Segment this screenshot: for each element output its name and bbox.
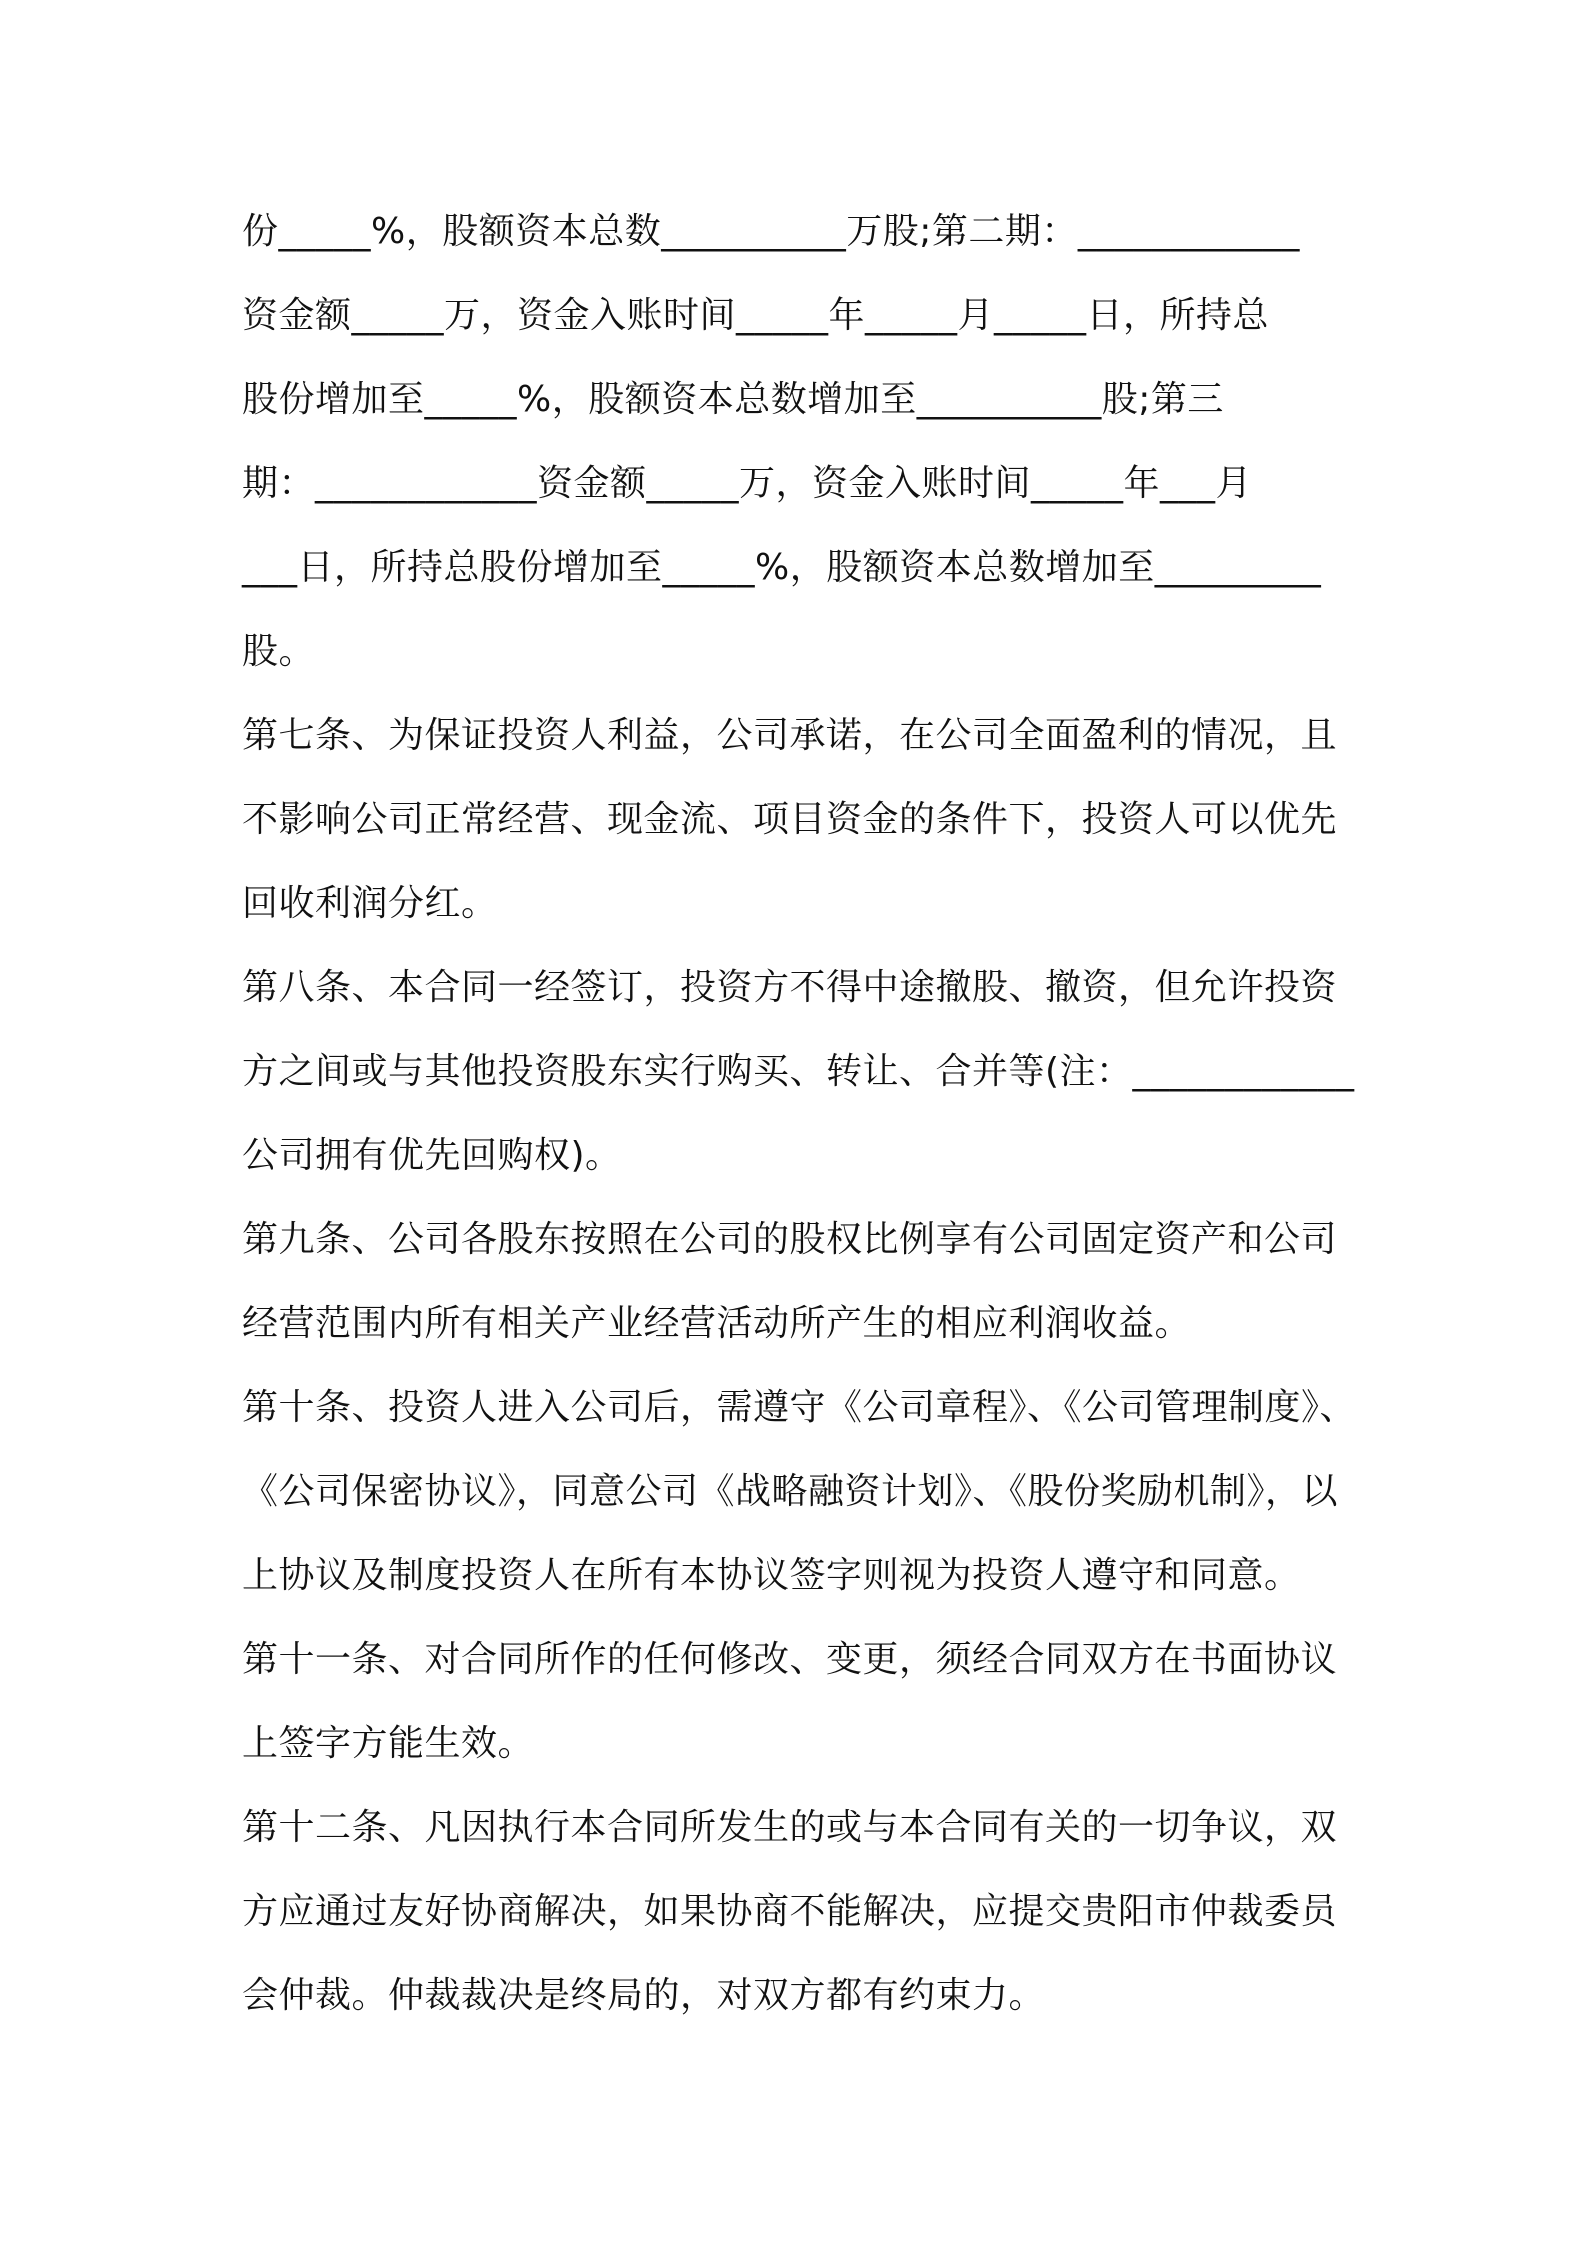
text-line: 资金额_____万，资金入账时间_____年_____月_____日，所持总 — [242, 295, 1270, 336]
text-line: 股。 — [242, 631, 316, 672]
text-line: 期：____________资金额_____万，资金入账时间_____年___月 — [242, 463, 1253, 504]
text-line: 份_____%，股额资本总数__________万股;第二期：____________ — [242, 211, 1300, 252]
text-line: 《公司保密协议》，同意公司《战略融资计划》、《股份奖励机制》，以 — [242, 1471, 1339, 1512]
article-12-line: 第十二条、凡因执行本合同所发生的或与本合同有关的一切争议，双 — [242, 1807, 1338, 1848]
text-line: 股份增加至_____%，股额资本总数增加至__________股;第三 — [242, 379, 1224, 420]
article-10-line: 第十条、投资人进入公司后，需遵守《公司章程》、《公司管理制度》、 — [242, 1387, 1357, 1428]
text-line: 不影响公司正常经营、现金流、项目资金的条件下，投资人可以优先 — [242, 799, 1338, 840]
text-line: 经营范围内所有相关产业经营活动所产生的相应利润收益。 — [242, 1303, 1192, 1344]
text-line: 回收利润分红。 — [242, 883, 498, 924]
text-line: ___日，所持总股份增加至_____%，股额资本总数增加至_________ — [242, 547, 1322, 588]
text-line: 上协议及制度投资人在所有本协议签字则视为投资人遵守和同意。 — [242, 1555, 1301, 1596]
contract-text — [242, 190, 1362, 2038]
text-line: 会仲裁。仲裁裁决是终局的，对双方都有约束力。 — [242, 1975, 1046, 2016]
text-line: 方之间或与其他投资股东实行购买、转让、合并等(注：____________ — [242, 1051, 1355, 1092]
text-line: 上签字方能生效。 — [242, 1723, 535, 1764]
article-7-line: 第七条、为保证投资人利益，公司承诺，在公司全面盈利的情况，且 — [242, 715, 1338, 756]
article-11-line: 第十一条、对合同所作的任何修改、变更，须经合同双方在书面协议 — [242, 1639, 1338, 1680]
text-line: 方应通过友好协商解决，如果协商不能解决，应提交贵阳市仲裁委员 — [242, 1891, 1338, 1932]
article-8-line: 第八条、本合同一经签订，投资方不得中途撤股、撤资，但允许投资 — [242, 967, 1338, 1008]
article-9-line: 第九条、公司各股东按照在公司的股权比例享有公司固定资产和公司 — [242, 1219, 1338, 1260]
text-line: 公司拥有优先回购权)。 — [242, 1135, 622, 1176]
